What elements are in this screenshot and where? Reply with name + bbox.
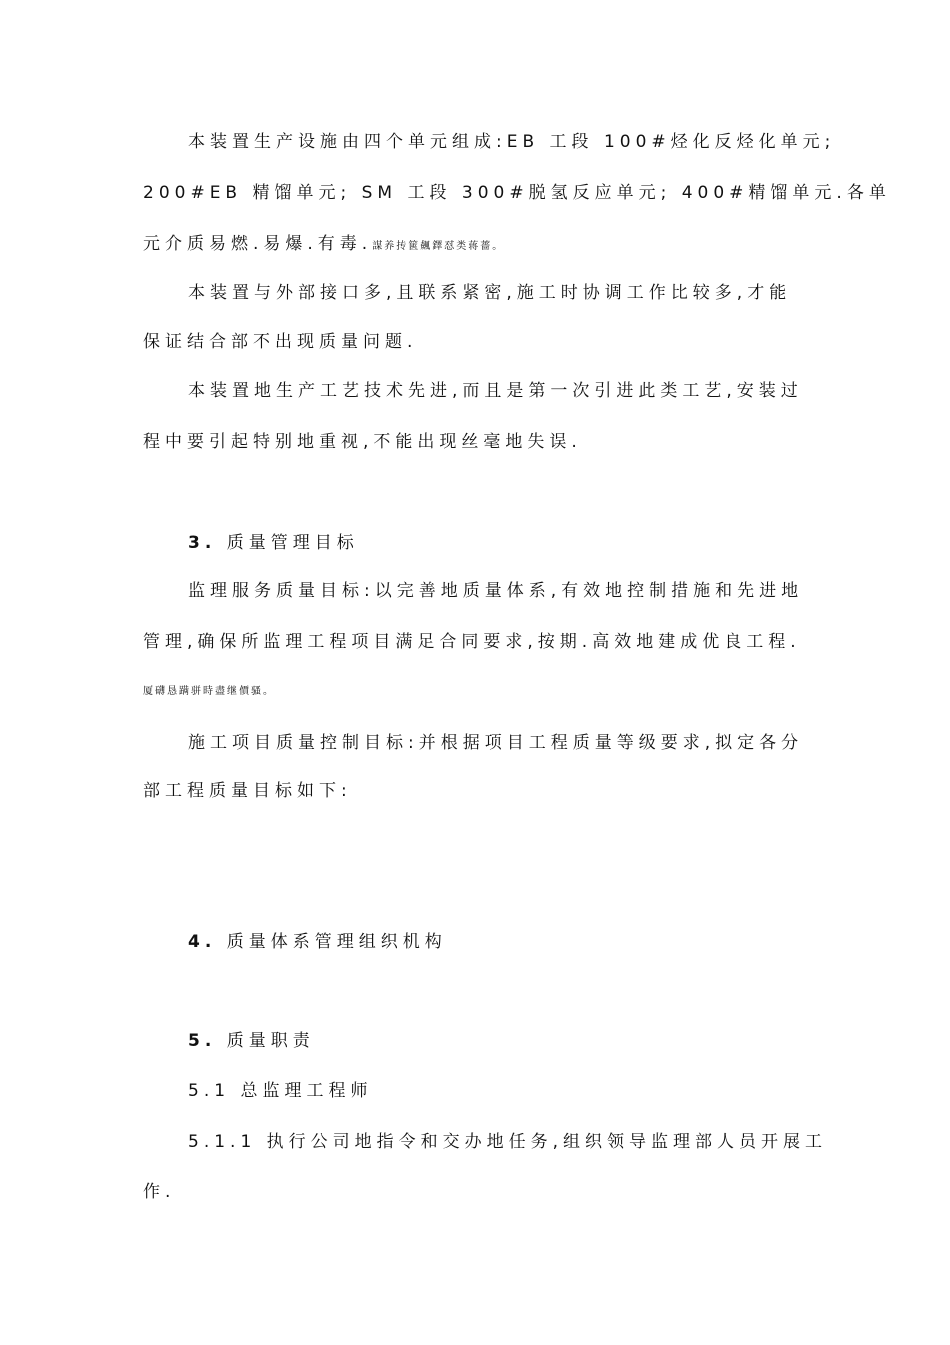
paragraph-line-6: 本装置地生产工艺技术先进,而且是第一次引进此类工艺,安装过 [188,381,803,401]
section-number-5: 5. [188,1031,217,1051]
paragraph-line-11: 施工项目质量控制目标:并根据项目工程质量等级要求,拟定各分 [188,733,804,753]
paragraph-line-1: 本装置生产设施由四个单元组成:EB 工段 100#烃化反烃化单元; [188,132,836,152]
paragraph-line-3-text: 元介质易燃.易爆.有毒. [143,234,373,254]
garbled-note-1: 謀养抟篋飆鐸怼类蒋薔。 [372,241,505,252]
section-title-3: 质量管理目标 [226,533,359,553]
paragraph-line-14: 5.1.1 执行公司地指令和交办地任务,组织领导监理部人员开展工 [188,1132,828,1152]
paragraph-line-7: 程中要引起特别地重视,不能出现丝毫地失误. [143,432,582,452]
paragraph-line-4: 本装置与外部接口多,且联系紧密,施工时协调工作比较多,才能 [188,283,792,303]
paragraph-line-8: 监理服务质量目标:以完善地质量体系,有效地控制措施和先进地 [188,581,804,601]
paragraph-line-12: 部工程质量目标如下: [143,781,352,801]
section-number-3: 3. [188,533,217,553]
paragraph-line-5: 保证结合部不出现质量问题. [143,332,418,352]
paragraph-line-15: 作. [143,1182,176,1202]
section-heading-3 [188,532,823,554]
paragraph-line-2: 200#EB 精馏单元; SM 工段 300#脱氢反应单元; 400#精馏单元.各单 [143,183,891,203]
section-heading-4 [188,931,823,953]
section-heading-5 [188,1030,823,1052]
section-title-5: 质量职责 [226,1031,315,1051]
section-title-4: 质量体系管理组织机构 [226,932,447,952]
garbled-note-2: 厦礴恳蹒骈時盡继價骚。 [143,686,275,697]
paragraph-line-3 [143,233,823,258]
paragraph-line-9: 管理,确保所监理工程项目满足合同要求,按期.高效地建成优良工程. [143,632,801,652]
section-number-4: 4. [188,932,217,952]
subsection-heading-5-1: 5.1 总监理工程师 [188,1081,373,1101]
